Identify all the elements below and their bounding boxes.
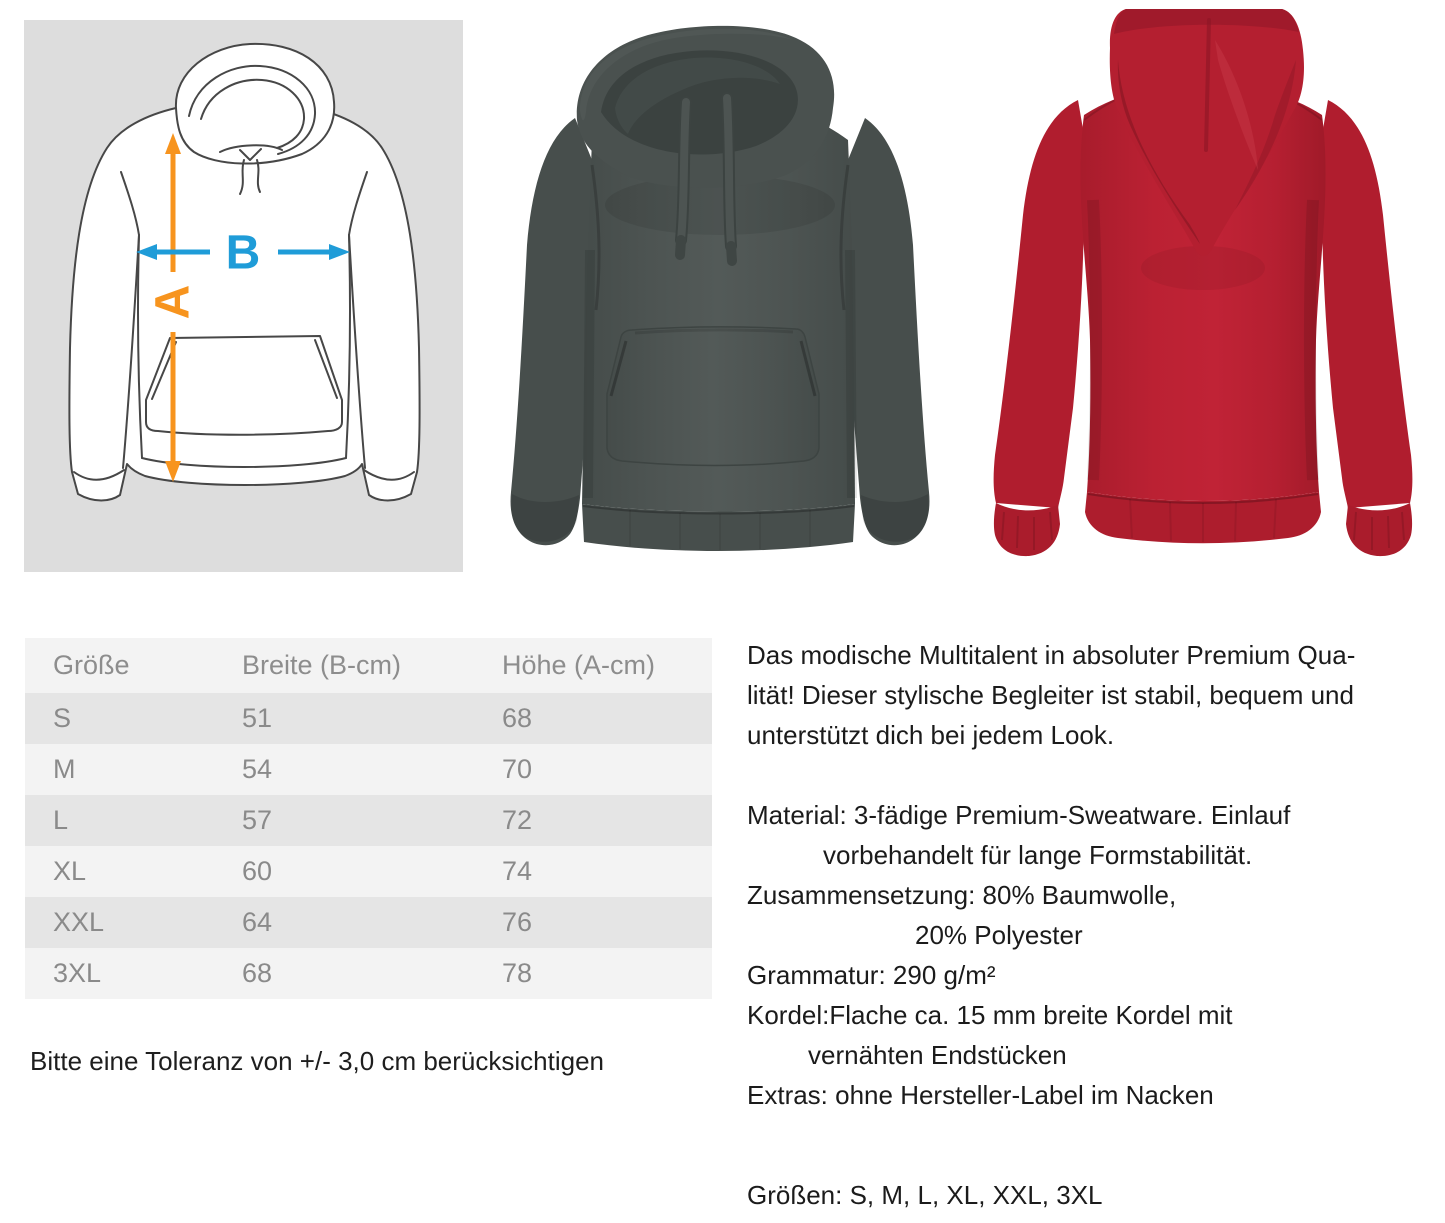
measure-arrow-a-label: A — [146, 284, 200, 320]
header-size: Größe — [53, 650, 130, 680]
description-line: vernähten Endstücken — [808, 1040, 1067, 1070]
cell-width: 57 — [242, 805, 273, 835]
cell-height: 70 — [502, 754, 533, 784]
cell-size: M — [53, 754, 76, 784]
cell-height: 76 — [502, 907, 533, 937]
description-line: vorbehandelt für lange Formstabilität. — [823, 840, 1253, 870]
cell-height: 72 — [502, 805, 533, 835]
description-line: 20% Polyester — [915, 920, 1083, 950]
description-line: Extras: ohne Hersteller-Label im Nacken — [747, 1080, 1214, 1110]
description-line: lität! Dieser stylische Begleiter ist stabil, bequem und — [747, 680, 1354, 710]
cell-height: 74 — [502, 856, 533, 886]
product-description — [747, 635, 1445, 1215]
table-row — [25, 948, 712, 999]
size-table — [25, 638, 712, 999]
cell-width: 68 — [242, 958, 273, 988]
description-line: Das modische Multitalent in absoluter Premium Qua- — [747, 640, 1356, 670]
table-row — [25, 795, 712, 846]
size-diagram-panel — [24, 20, 463, 572]
cell-width: 54 — [242, 754, 273, 784]
description-line: Material: 3-fädige Premium-Sweatware. Einlauf — [747, 800, 1291, 830]
cell-size: S — [53, 703, 72, 733]
description-line: Kordel:Flache ca. 15 mm breite Kordel mit — [747, 1000, 1233, 1030]
cell-size: 3XL — [53, 958, 102, 988]
measure-arrow-b-label: B — [225, 226, 261, 280]
table-row — [25, 897, 712, 948]
size-table-header-row — [25, 638, 712, 693]
product-photo-front — [480, 0, 960, 580]
cell-width: 64 — [242, 907, 273, 937]
cell-height: 68 — [502, 703, 533, 733]
description-line: Zusammensetzung: 80% Baumwolle, — [747, 880, 1177, 910]
table-row — [25, 744, 712, 795]
hoodie-front-illustration — [480, 0, 960, 580]
cell-size: L — [53, 805, 69, 835]
cell-width: 60 — [242, 856, 273, 886]
table-row — [25, 846, 712, 897]
cell-width: 51 — [242, 703, 273, 733]
cell-size: XXL — [53, 907, 105, 937]
product-photo-back — [960, 0, 1445, 580]
front-hood — [577, 26, 834, 188]
cell-size: XL — [53, 856, 87, 886]
description-line: unterstützt dich bei jedem Look. — [747, 720, 1115, 750]
size-diagram-sketch — [24, 20, 463, 572]
cell-height: 78 — [502, 958, 533, 988]
table-row — [25, 693, 712, 744]
header-height: Höhe (A-cm) — [502, 650, 656, 680]
tolerance-note: Bitte eine Toleranz von +/- 3,0 cm berücksichtigen — [30, 1046, 604, 1076]
front-kangaroo-pocket — [607, 327, 819, 466]
description-line: Größen: S, M, L, XL, XXL, 3XL — [747, 1180, 1103, 1210]
header-width: Breite (B-cm) — [242, 650, 402, 680]
hoodie-back-illustration — [960, 0, 1445, 580]
description-line: Grammatur: 290 g/m² — [747, 960, 996, 990]
